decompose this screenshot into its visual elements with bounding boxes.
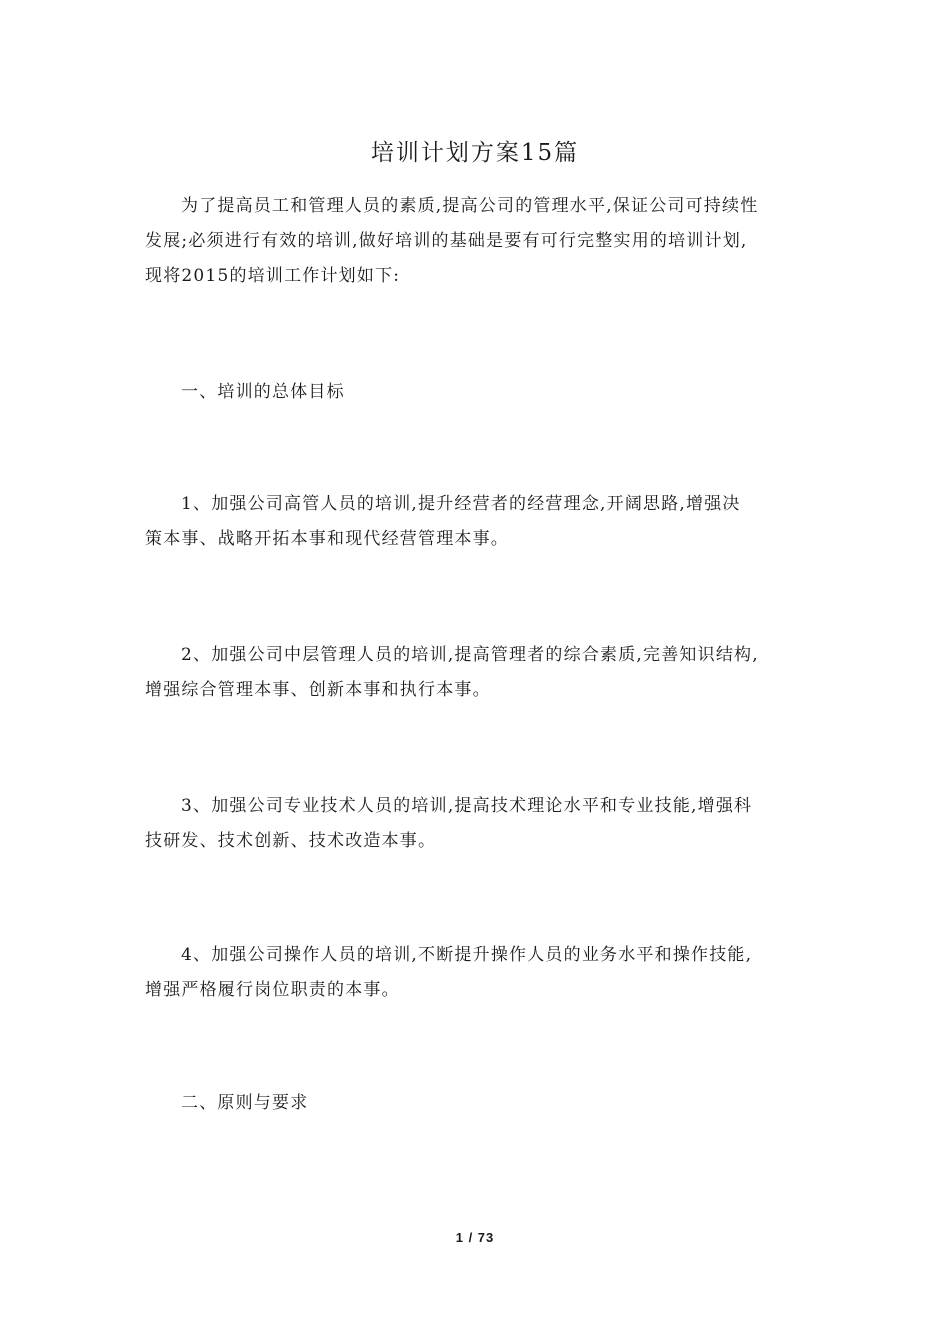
- intro-line-3: 现将2015的培训工作计划如下:: [145, 266, 401, 286]
- goal-item-4: [145, 938, 810, 1008]
- page-number: 1 / 73: [455, 1230, 495, 1245]
- document-title: 培训计划方案15篇: [370, 140, 580, 166]
- section-heading-1: 一、培训的总体目标: [181, 382, 345, 402]
- goal-item-1-line-2: 策本事、战略开拓本事和现代经营管理本事。: [145, 529, 509, 549]
- goal-item-4-line-2: 增强严格履行岗位职责的本事。: [145, 980, 400, 1000]
- goal-item-3-line-1: 3、加强公司专业技术人员的培训,提高技术理论水平和专业技能,增强科: [181, 796, 753, 816]
- goal-item-2-line-2: 增强综合管理本事、创新本事和执行本事。: [145, 680, 491, 700]
- goal-item-1: [145, 487, 810, 557]
- section-heading-2: 二、原则与要求: [181, 1093, 309, 1113]
- goal-item-2-line-1: 2、加强公司中层管理人员的培训,提高管理者的综合素质,完善知识结构,: [181, 645, 759, 665]
- intro-paragraph: [145, 189, 810, 294]
- intro-line-2: 发展;必须进行有效的培训,做好培训的基础是要有可行完整实用的培训计划,: [145, 231, 748, 251]
- goal-item-1-line-1: 1、加强公司高管人员的培训,提升经营者的经营理念,开阔思路,增强决: [181, 494, 741, 514]
- goal-item-4-line-1: 4、加强公司操作人员的培训,不断提升操作人员的业务水平和操作技能,: [181, 945, 753, 965]
- goal-item-3-line-2: 技研发、技术创新、技术改造本事。: [145, 831, 437, 851]
- intro-line-1: 为了提高员工和管理人员的素质,提高公司的管理水平,保证公司可持续性: [181, 196, 759, 216]
- goal-item-2: [145, 638, 810, 708]
- goal-item-3: [145, 789, 810, 859]
